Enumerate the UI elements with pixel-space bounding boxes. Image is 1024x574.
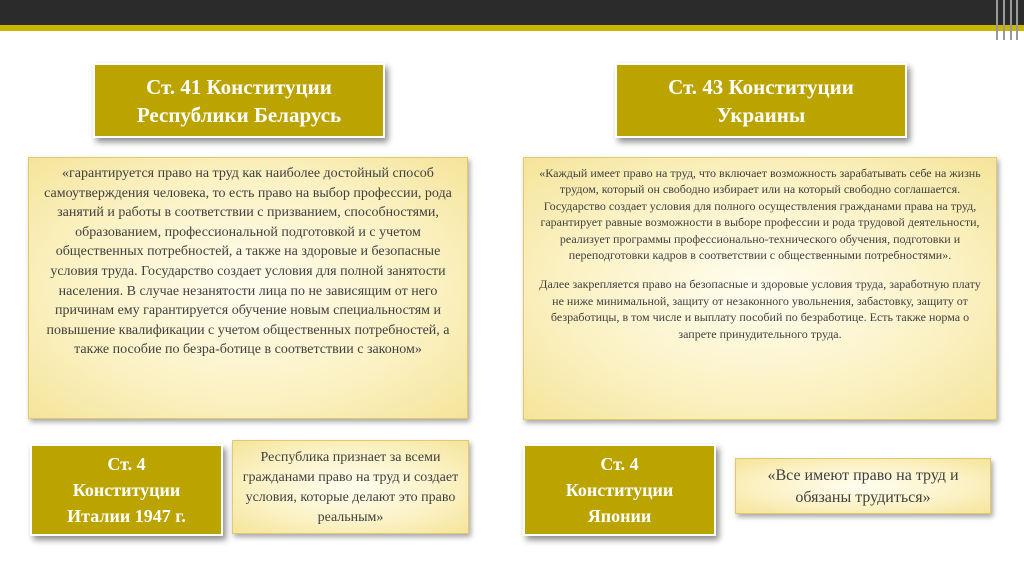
ukraine-quote-paragraph-2: Далее закрепляется право на безопасные и здоровые условия труда, заработную плату не ниже минимальной, защиту от незаконного увольнения, забастовку, защиту от безработицы, в том числе и выплату пособий по безработице. Есть также норма о запрете принудительного труда.: [539, 277, 981, 341]
italy-heading-line2: Конституции: [72, 480, 181, 500]
italy-quote-box: [232, 440, 469, 534]
japan-quote-box: [735, 458, 991, 514]
ukraine-quote-paragraph-1: «Каждый имеет право на труд, что включает возможность зарабатывать себе на жизнь трудом, который он свободно избирает или на который свободно соглашается. Государство создает условия для полного осуществления гражданами права на труд, гарантирует равные возможности в выборе профессии и рода трудовой деятельности, реализует программы профессионально-технического обучения, подготовки и переподготовки кадров в соответствии с общественными потребностями».: [539, 166, 981, 263]
decor-line: [1010, 0, 1012, 40]
japan-heading: [523, 444, 716, 536]
japan-heading-line2: Конституции: [565, 480, 674, 500]
japan-quote-text: «Все имеют право на труд и обязаны трудиться»: [767, 467, 959, 506]
ukraine-heading-line1: Ст. 43 Конституции: [668, 74, 854, 99]
decor-line: [1003, 0, 1005, 40]
belarus-quote-box: [28, 157, 468, 419]
belarus-quote-text: «гарантируется право на труд как наиболее достойный способ самоутверждения человека, то есть право на выбор профессии, рода занятий и работы в соответствии с призванием, способностями, образованием, профессиональной подготовкой и с учетом общественных потребностей, а также на здоровые и безопасные условия труда. Государство создает условия для полной занятости населения. В случае незанятости лица по не зависящим от него причинам ему гарантируется обучение новым специальностям и повышение квалификации с учетом общественных потребностей, а также пособие по безра-ботице в соответствии с законом»: [44, 166, 452, 358]
belarus-heading-line2: Республики Беларусь: [136, 102, 342, 127]
belarus-heading: [93, 63, 385, 138]
ukraine-heading: [615, 63, 907, 138]
ukraine-quote-box: [523, 157, 997, 420]
decor-line: [1016, 0, 1018, 40]
top-accent-line: [0, 25, 1024, 31]
italy-heading: [30, 444, 223, 536]
italy-heading-line1: Ст. 4: [107, 454, 146, 474]
japan-heading-line3: Японии: [587, 506, 652, 526]
top-bar: [0, 0, 1024, 25]
italy-quote-text: Республика признает за всеми гражданами право на труд и создает условия, которые делают это право реальным»: [242, 450, 459, 525]
decor-line: [996, 0, 998, 40]
italy-heading-line3: Италии 1947 г.: [67, 506, 186, 526]
japan-heading-line1: Ст. 4: [600, 454, 639, 474]
belarus-heading-line1: Ст. 41 Конституции: [146, 74, 332, 99]
ukraine-heading-line2: Украины: [716, 102, 806, 127]
